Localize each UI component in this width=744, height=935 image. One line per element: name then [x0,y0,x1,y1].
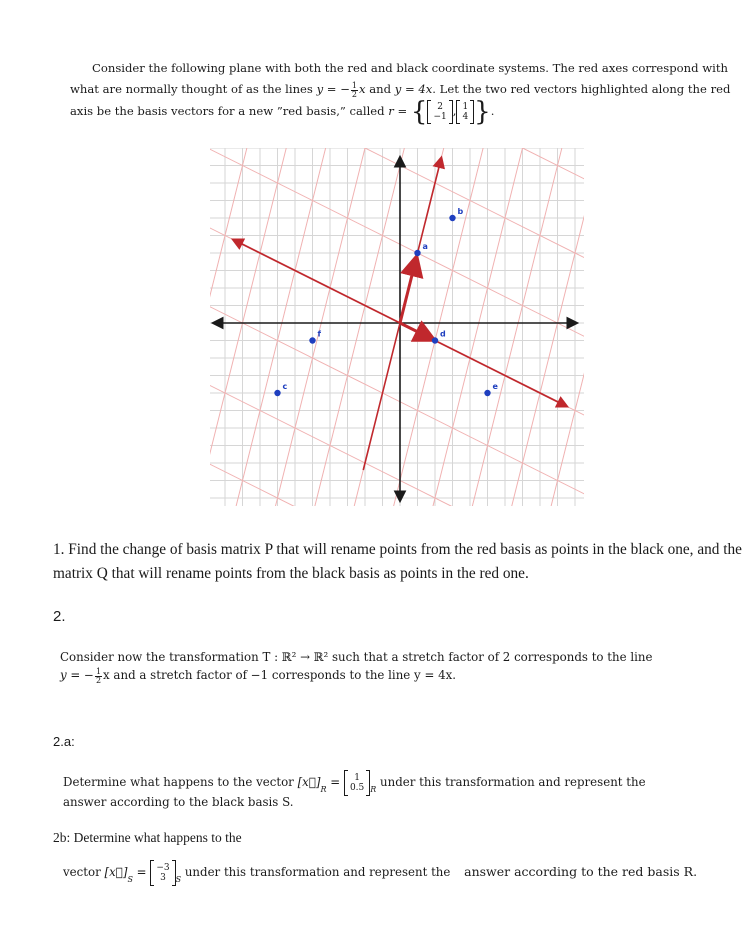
basis-vector-2 [456,100,474,124]
eq1-rhs: x [359,82,366,96]
q2a-text-start: Determine what happens to the vector [63,775,298,789]
point-label-d: d [440,329,446,339]
q2b-text-start: vector [63,865,105,879]
q2b-mat-sub: S [175,875,182,884]
q2-eq-rhs: x and a stretch factor of −1 corresponds to the line y = 4x. [103,668,456,682]
q2-frac-num: 1 [95,666,102,676]
q2-line-2 [60,666,736,685]
point-label-e: e [492,382,498,391]
question-2-text [60,648,736,685]
q2b-text-end: answer according to the red basis R. [464,864,698,879]
point-label-c: c [282,382,288,391]
intro-paragraph [70,58,731,127]
question-2a-label: 2.a: [53,734,75,749]
q2a-vector [344,770,370,796]
vec2-top: 1 [462,102,469,112]
point-label-a: a [422,242,428,251]
coordinate-plane-svg [210,148,584,506]
intro-line-2 [70,79,730,100]
q2a-vec-name: [x⃗] [297,775,321,789]
q2b-text-mid: under this transformation and represent the [181,865,451,879]
question-2a-line-1 [63,770,646,796]
vec2-bottom: 4 [462,112,469,122]
point-d [432,337,438,343]
eq1-lhs: y = − [316,82,350,96]
q2b-vec-name: [x⃗] [104,865,128,879]
question-2b-label: 2b: Determine what happens to the [53,830,242,845]
left-brace: { [410,97,428,127]
right-brace: } [474,97,491,127]
point-a [414,250,420,256]
q2a-vec-bottom: 0.5 [349,783,365,793]
graph-background [210,148,584,506]
intro-line-3: axis be the basis vectors for a new ”red basis,” called r = { 2 −1 , 1 4 }. [70,97,495,127]
r-eq: r = [388,104,408,118]
eq2: y = 4x [394,82,433,96]
question-2a-line-2: answer according to the black basis S. [63,795,294,809]
coordinate-plane-figure [210,148,584,506]
eq1-fraction [351,82,358,99]
q2-fraction [95,668,102,685]
point-f [309,337,315,343]
question-2b-line [63,860,697,886]
point-b [449,215,455,221]
intro-period: . [490,104,495,118]
q2b-vector [150,860,175,886]
point-e [484,390,490,396]
vec1-top: 2 [437,102,443,112]
eq1-frac-num: 1 [351,80,358,90]
q2b-eq: = [132,865,151,879]
q2-frac-den: 2 [95,675,102,685]
q2b-vec-top: −3 [156,863,170,873]
intro-line-2-end: . Let the two red vectors highlighted along the red [432,82,731,96]
point-label-b: b [457,207,464,216]
intro-line-3-start: axis be the basis vectors for a new ”red basis,” called [70,104,389,118]
q2a-text-end: under this transformation and represent the [376,775,646,789]
point-label-f: f [317,329,321,339]
q2a-eq: = [326,775,344,789]
q2a-vec-top: 1 [354,773,360,783]
question-1: 1. Find the change of basis matrix P that will rename points from the red basis as points in the black one, and the matrix Q that will rename points from the black basis as points in the red one. [53,541,742,582]
question-2-number: 2. [53,608,66,625]
point-c [274,390,280,396]
vec1-bottom: −1 [433,112,447,122]
q2-eq-lhs: y = − [60,668,94,682]
q2a-mat-sub: R [370,785,377,794]
basis-vector-1 [427,100,452,124]
q2b-vec-bottom: 3 [160,873,166,883]
q2b-vec-sub: S [127,875,133,884]
q2a-vec-sub: R [320,785,327,794]
and-word: and [365,82,395,96]
intro-line-1: Consider the following plane with both the red and black coordinate systems. The red axes correspond with [92,61,728,75]
q2-line-1: Consider now the transformation T : ℝ² → ℝ² such that a stretch factor of 2 corresponds to the line [60,650,653,664]
intro-line-2-start: what are normally thought of as the lines [70,82,317,96]
eq1-frac-den: 2 [351,89,358,99]
